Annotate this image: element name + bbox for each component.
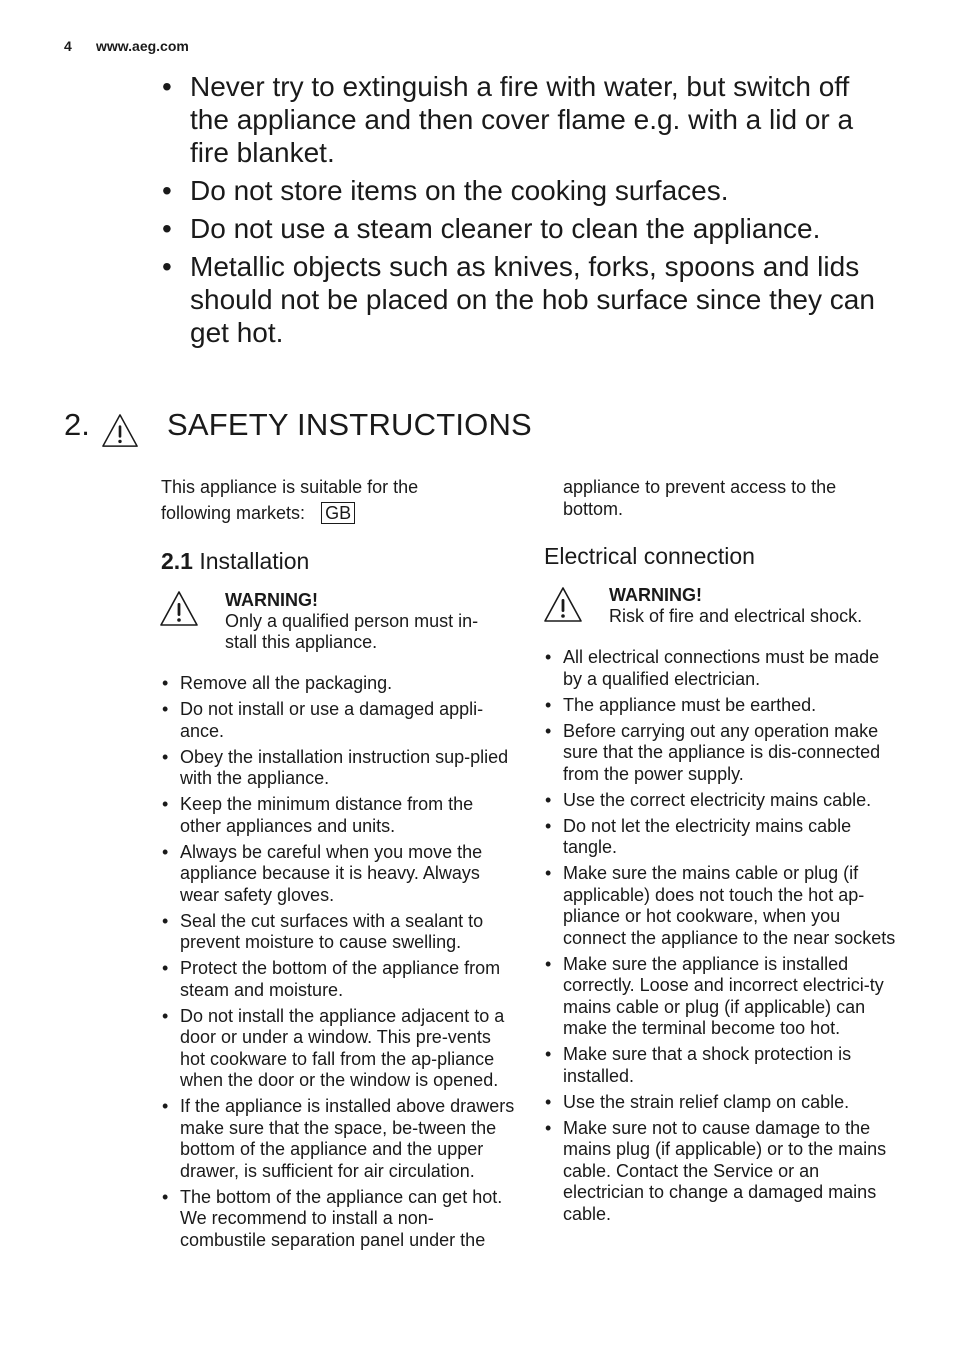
list-item: • Make sure not to cause damage to the mains plug (if applicable) or to the mains cable. Contact the Service or an electrician to change a damaged mains cable. [544,1118,902,1226]
warning-triangle-icon [543,586,583,624]
warning-triangle-icon [159,590,199,628]
installation-warning [225,590,515,653]
intro-line: following markets: [161,503,306,523]
list-item: • Make sure that a shock protection is installed. [544,1044,902,1087]
section-number: 2. [64,407,90,442]
list-item: • Always be careful when you move the appliance because it is heavy. Always wear safety gloves. [161,842,519,907]
continuation-text [563,476,893,520]
top-bullet-list [160,70,900,354]
list-item: • Do not let the electricity mains cable tangle. [544,816,902,859]
warning-title: WARNING! [609,585,702,605]
section-title: SAFETY INSTRUCTIONS [167,407,532,442]
page-number: 4 [64,38,72,54]
list-item: • Remove all the packaging. [161,673,519,695]
market-badge: GB [321,502,355,524]
warning-title: WARNING! [225,590,318,610]
electrical-warning [609,585,909,627]
list-item: • Metallic objects such as knives, forks, spoons and lids should not be placed on the hob surface since they can get hot. [160,250,900,349]
list-item: • Use the correct electricity mains cable. [544,790,902,812]
continuation-line: appliance to prevent access to the [563,477,837,497]
installation-heading [161,548,516,575]
list-item: • The appliance must be earthed. [544,695,902,717]
electrical-heading: Electrical connection [544,543,755,569]
intro-text [161,474,516,526]
list-item: • Make sure the mains cable or plug (if applicable) does not touch the hot ap-pliance or hot cookware, when you connect the appliance to the near sockets [544,863,902,949]
electrical-list [544,647,902,1230]
list-item: • Do not store items on the cooking surfaces. [160,174,900,207]
subsection-title: Installation [199,548,310,574]
list-item: • If the appliance is installed above drawers make sure that the space, be-tween the bottom of the appliance and the upper drawer, is sufficient for air circulation. [161,1096,519,1182]
list-item: • The bottom of the appliance can get hot. We recommend to install a non-combustile separation panel under the [161,1187,519,1252]
website-url: www.aeg.com [96,38,189,54]
list-item: • Do not install or use a damaged appli-ance. [161,699,519,742]
continuation-line: bottom. [563,499,624,519]
list-item: • Never try to extinguish a fire with water, but switch off the appliance and then cover flame e.g. with a lid or a fire blanket. [160,70,900,169]
list-item: • Protect the bottom of the appliance from steam and moisture. [161,958,519,1001]
list-item: • Seal the cut surfaces with a sealant to prevent moisture to cause swelling. [161,911,519,954]
list-item: • Make sure the appliance is installed correctly. Loose and incorrect electrici-ty mains cable or plug (if applicable) can make the terminal become too hot. [544,954,902,1040]
list-item: • Before carrying out any operation make sure that the appliance is dis-connected from the power supply. [544,721,902,786]
installation-list [161,673,519,1256]
warning-triangle-icon [101,413,139,449]
warning-text: stall this appliance. [225,632,378,652]
list-item: • Do not install the appliance adjacent to a door or under a window. This pre-vents hot cookware to fall from the ap-pliance when the door or the window is opened. [161,1006,519,1092]
list-item: • Do not use a steam cleaner to clean the appliance. [160,212,900,245]
intro-line: This appliance is suitable for the [161,477,419,497]
list-item: • Obey the installation instruction sup-plied with the appliance. [161,747,519,790]
subsection-number: 2.1 [161,548,193,574]
warning-text: Only a qualified person must in- [225,611,479,631]
list-item: • All electrical connections must be made by a qualified electrician. [544,647,902,690]
list-item: • Use the strain relief clamp on cable. [544,1092,902,1114]
warning-text: Risk of fire and electrical shock. [609,606,863,626]
list-item: • Keep the minimum distance from the other appliances and units. [161,794,519,837]
